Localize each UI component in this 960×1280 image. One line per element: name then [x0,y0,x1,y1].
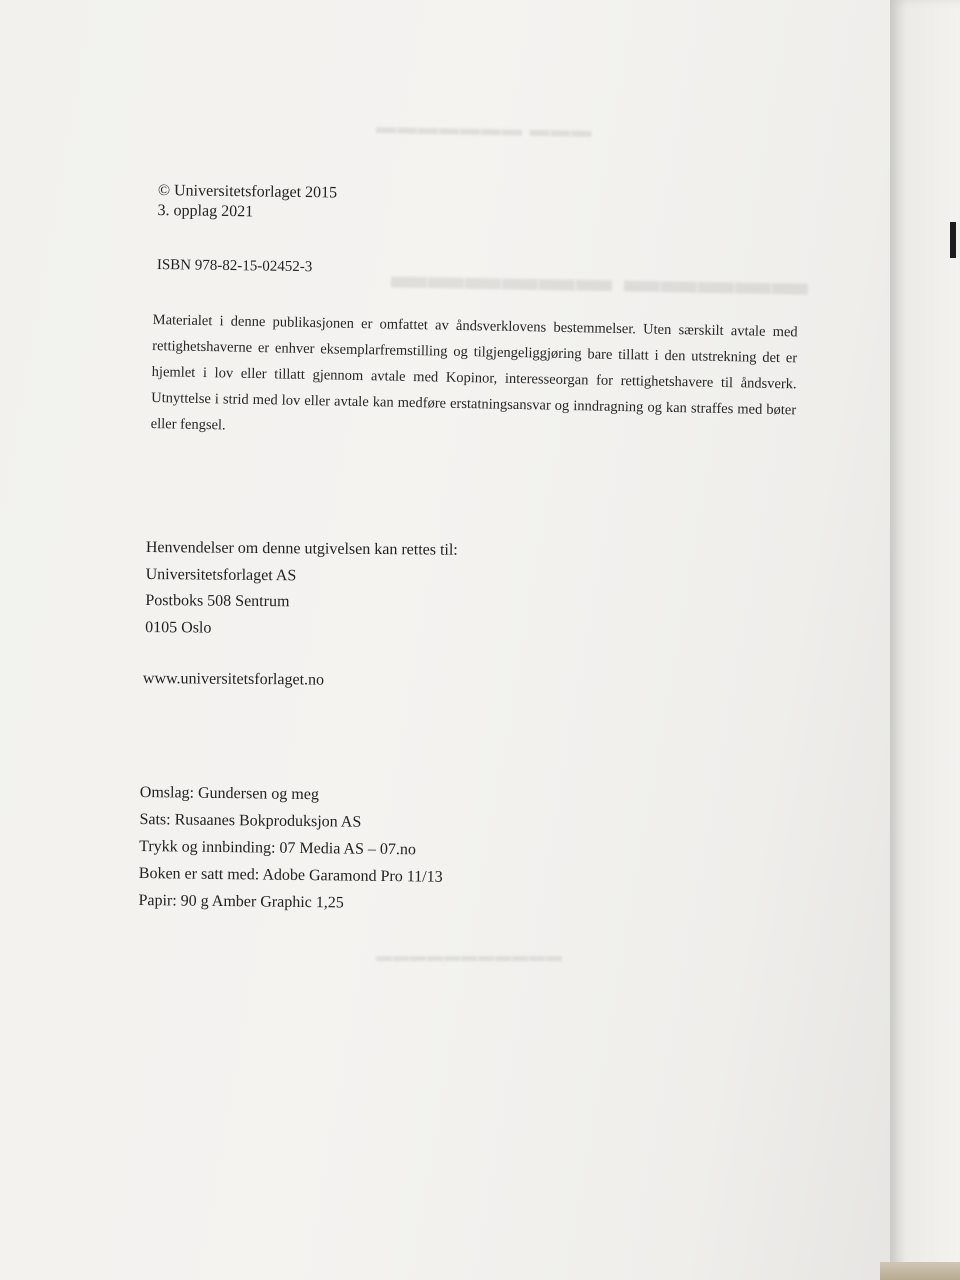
postal-address: Postboks 508 Sentrum [145,591,290,611]
table-surface [880,1262,960,1280]
contact-block [145,535,458,644]
credit-typesetting: Sats: Rusaanes Bokproduksjon AS [139,810,362,831]
contact-intro: Henvendelser om denne utgivelsen kan rettes til: [145,538,458,559]
legal-notice: Materialet i denne publikasjonen er omfattet av åndsverklovens bestemmelser. Uten særskilt avtale med rettighetshaverne er enhver eksemplarfremstilling og tilgjengeliggjøring bare tillatt i den utstrekning det er hjemlet i lov eller tillatt gjennom avtale med Kopinor, interesseorgan for rettighetshavere til åndsverk. Utnyttelse i strid med lov eller avtale kan medføre erstatningsansvar og inndragning og kan straffes med bøter eller fengsel. [150,311,798,434]
credit-paper: Papir: 90 g Amber Graphic 1,25 [138,891,344,912]
credit-typeface: Boken er satt med: Adobe Garamond Pro 11/13 [138,864,443,886]
show-through-text: ▬▬▬ ▬▬▬▬▬▬▬ [374,116,592,142]
show-through-text: ▬▬▬▬▬▬▬▬▬▬▬ [375,948,562,965]
publisher-name: Universitetsforlaget AS [145,565,297,584]
production-credits [138,779,443,918]
adjacent-page-mark [950,222,956,258]
adjacent-page-edge [890,0,960,1280]
isbn: ISBN 978-82-15-02452-3 [156,257,313,276]
show-through-title: ▬▬▬▬▬ ▬▬▬▬▬▬ [389,254,809,303]
credit-cover: Omslag: Gundersen og meg [139,783,320,804]
website-link: www.universitetsforlaget.no [142,670,325,689]
copyright-notice: © Universitetsforlaget 2015 [157,182,338,202]
postal-city: 0105 Oslo [145,618,212,637]
credit-printing: Trykk og innbinding: 07 Media AS – 07.no [139,837,417,859]
edition-line: 3. opplag 2021 [157,201,254,221]
